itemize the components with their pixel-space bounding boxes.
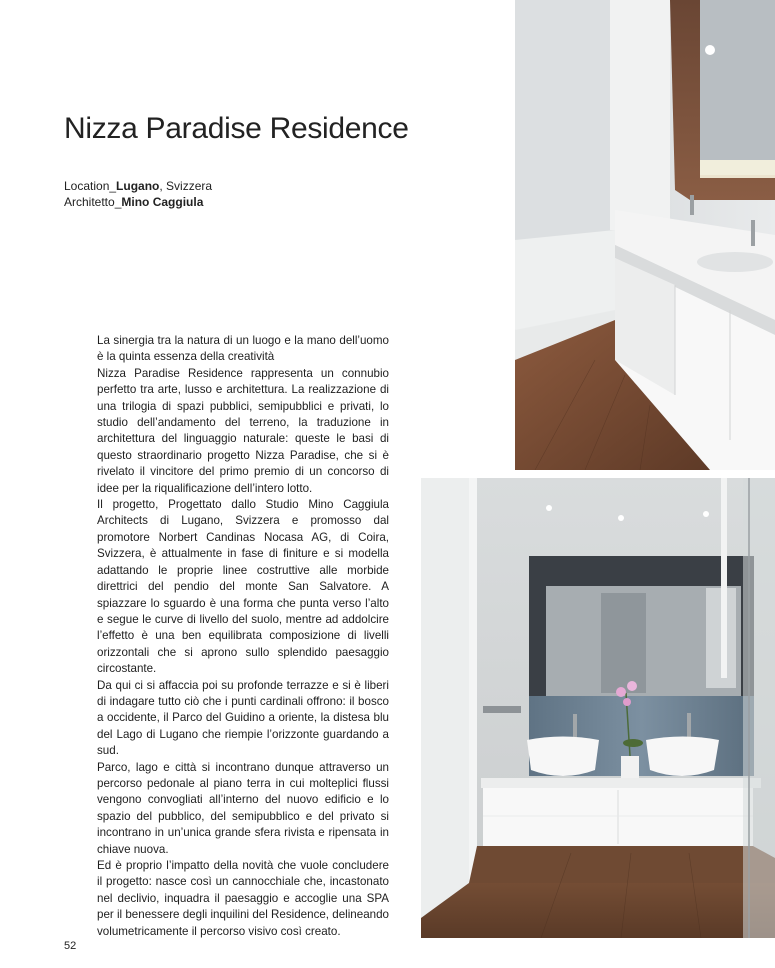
paragraph: La sinergia tra la natura di un luogo e la mano dell’uomo è la quinta essenza della creatività <box>97 334 389 364</box>
location-city: Lugano <box>116 179 160 193</box>
paragraph: Da qui ci si affaccia poi su profonde terrazze e si è liberi di indagare tutto ciò che i punti cardinali offrono: il bosco a occidente, il Parco del Guidino a oriente, la distesa blu del Lago di Lugano che riempie l’orizzonte guardando a sud. <box>97 678 389 758</box>
paragraph: Parco, lago e città si incontrano dunque attraverso un percorso pedonale al piano terra in cui molteplici flussi vengono convogliati all’interno del nuovo edificio e lo spazio del pubblico, del semipubblico e del privato si incontrano in un’unica grande sfera rivista e ripensata in chiave nuova. <box>97 760 389 856</box>
article-title: Nizza Paradise Residence <box>64 112 409 145</box>
location-line <box>64 178 212 194</box>
architect-line <box>64 194 212 210</box>
bathroom-photo-bottom <box>421 478 775 938</box>
paragraph: Nizza Paradise Residence rappresenta un connubio perfetto tra arte, lusso e architettura. La realizzazione di una trilogia di spazi pubblici, semipubblici e privati, lo studio dell’andamento del terreno, la traduzione in architettura del linguaggio naturale: queste le basi di questo straordinario progetto Nizza Paradise, che si è rivelato il vincitore del primo premio di un concorso di idee per la riqualificazione dell’intero lotto. <box>97 366 389 495</box>
bathroom-photo-top <box>515 0 775 470</box>
project-credits <box>64 178 212 210</box>
location-label: Location_ <box>64 179 117 193</box>
page-number: 52 <box>64 940 77 952</box>
article-body <box>97 333 389 940</box>
architect-label: Architetto_ <box>64 195 122 209</box>
paragraph: Il progetto, Progettato dallo Studio Mino Caggiula Architects di Lugano, Svizzera e promosso dal promotore Norbert Candinas Nocasa AG, di Coira, Svizzera, è attualmente in fase di finiture e si modella adattando le proprie linee costruttive alle morbide direttrici del pendio del monte San Salvatore. A spiazzare lo sguardo è una forma che punta verso l’alto e segue le curve di livello del suolo, mentre ad addolcire l’effetto è una ben equilibrata composizione di livelli orizzontali che si aprono sullo splendido paesaggio circostante. <box>97 498 389 676</box>
location-country: , Svizzera <box>159 179 213 193</box>
architect-name: Mino Caggiula <box>121 195 204 209</box>
paragraph: Ed è proprio l’impatto della novità che vuole concludere il progetto: nasce così un cannocchiale che, incastonato nel declivio, inquadra il paesaggio e accoglie una SPA per il benessere degli inquilini del Residence, delineando volumetricamente il percorso visivo così creato. <box>97 859 389 938</box>
